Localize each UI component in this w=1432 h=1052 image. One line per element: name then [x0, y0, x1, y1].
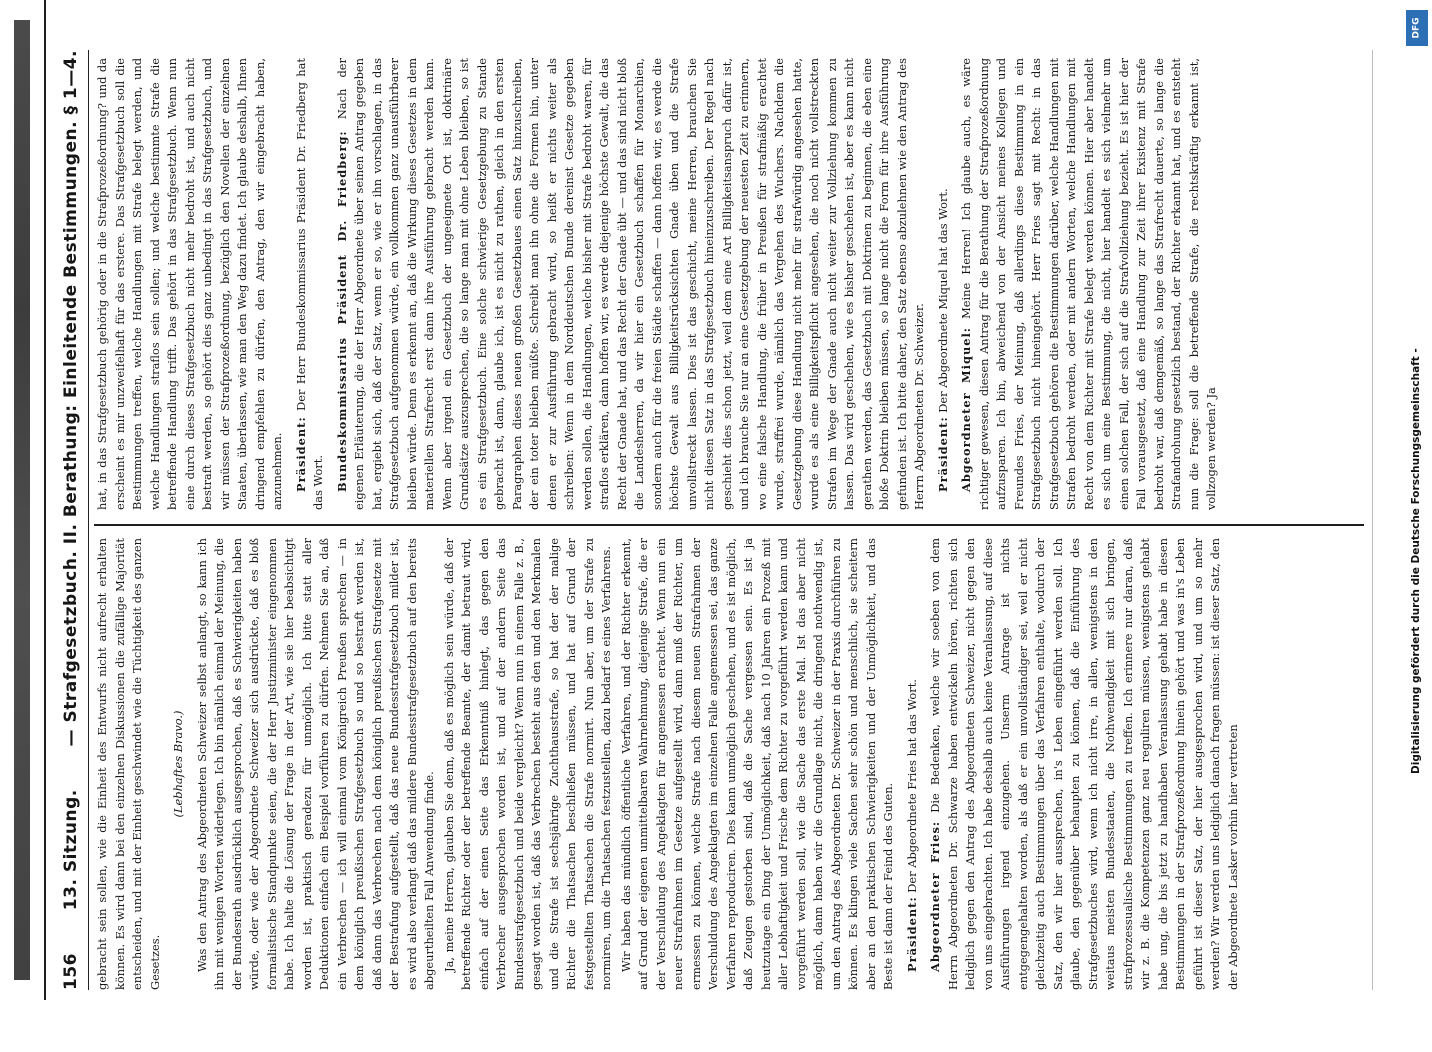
dfg-logo [1406, 10, 1428, 46]
statement-text: Der Abgeordnete Miquel hat das Wort. [935, 188, 950, 413]
dfg-strip [1400, 0, 1432, 1000]
rotated-page-content [54, 50, 1384, 990]
statement-text: Der Herr Bundeskommissarius Präsident Dr. Friedberg hat das Wort. [293, 58, 325, 510]
speech [927, 538, 1242, 990]
speaker-name: Präsident: [935, 416, 950, 492]
speaker-name: Abgeordneter Fries: [928, 820, 942, 972]
paragraph: Ja, meine Herren, glauben Sie denn, daß es möglich sein würde, daß der betreffende Richter oder der betreffende Beamte, der damit betraut wird, einfach auf der einen Seite das Erkenntniß hinlegt, das gegen den Verbrecher ausgesprochen worden ist, und auf der andern Seite das Bundesstrafgesetzbuch und beide vergleicht? Wenn nun in einem Falle z. B., gesagt worden ist, daß das Verbrechen besteht aus den und den Merkmalen und die Strafe ist sechsjährige Zuchthausstrafe, so hat der der malige Richter die Thatsachen beschließen müssen, und hat auf Grund der festgestellten Thatsachen die Strafe normirt. Nun aber, um der Strafe zu normiren, um die Thatsachen festzustellen, dazu bedarf es eines Verfahrens. [441, 538, 613, 990]
page-number: 156 [61, 953, 81, 990]
speaker-name: Präsident: [293, 416, 308, 492]
session-label: 13. Sitzung. [61, 789, 81, 911]
page-title: — Strafgesetzbuch. II. Berathung: Einleitende Bestimmungen. § 1—4. [61, 50, 81, 747]
paragraph: gebracht sein sollen, wie die Einheit des Entwurfs nicht aufrecht erhalten können. Es wird dann bei den einzelnen Diskussionen die zufällige Majorität entscheiden, und mit der Einheit geschwindet wie die Tüchtigkeit des ganzen Gesetzes. [95, 538, 162, 990]
speaker-name: Bundeskommissarius Präsident Dr. Friedberg: [334, 130, 349, 492]
president-statement [293, 58, 328, 510]
paragraph: Was den Antrag des Abgeordneten Schweizer selbst anlangt, so kann ich ihn mit wenigen Worten widerlegen. Ich bin nämlich einmal der Meinung, die der Bundesrath ausdrücklich ausgesprochen, daß es Schwierigkeiten haben würde, oder wie der Abgeordnete Schweizer sich ausdrückte, daß es bloß formalistische Standpunkte seien, die der Herr Justizminister eingenommen habe. Ich halte die Lösung der Frage in der Art, wie sie hier beabsichtigt worden ist, praktisch geradezu für unmöglich. Ich bitte statt aller Deduktionen einfach ein Beispiel vorführen zu dürfen. Nehmen Sie an, daß ein Verbrechen — ich will einmal vom Königreich Preußen sprechen — in dem königlich preußischen Strafgesetzbuch so und so bestraft werden ist, daß dann das Verbrechen nach dem königlich preußischen Strafgesetze mit der Bestrafung aufgestellt, daß das neue Bundesstrafgesetzbuch milder ist, es wird also verlangt daß das mildere Bundesstrafgesetzbuch auf den bereits abgeurtheilten Fall Anwendung finde. [194, 538, 436, 990]
statement-text: Der Abgeordnete Fries hat das Wort. [904, 679, 919, 893]
dfg-logo-text: DFG [1411, 17, 1422, 39]
left-column [94, 538, 1364, 990]
paragraph: hat, in das Strafgesetzbuch gehörig oder in die Strafprozeßordnung? und da erscheint es mir unzweifelhaft für das erstere. Das Strafgesetzbuch soll die Bestimmungen treffen, welche Handlungen mit Strafe belegt werden, und welche Handlungen straflos sein sollen; und welche bestimmte Strafe die betreffende Handlung trifft. Das gehört in das Strafgesetzbuch. Wenn nun eine durch dieses Strafgesetzbuch nicht mehr bedroht ist, und auch nicht bestraft werden, so gehört dies ganz unbedingt in das Strafgesetzbuch, und wir müssen der Strafprozeßordnung, bezüglich den Novellen der einzelnen Staaten, überlassen, wie man den Weg dazu findet. Ich glaube deshalb, Ihnen dringend empfehlen zu dürfen, den Antrag, den wir eingebracht haben, anzunehmen. [95, 58, 284, 510]
scan-shadow [14, 20, 30, 980]
column-divider [94, 525, 1364, 527]
scanned-page [54, 52, 1394, 1052]
scan-left-border [0, 0, 46, 1000]
dfg-credit [1406, 54, 1428, 774]
speech [334, 58, 929, 510]
paragraph: Wir haben das mündlich öffentliche Verfahren, und der Richter erkennt, auf Grund der eigenen unmittelbaren Wahrnehmung, diejenige Strafe, die er der Verschuldung des Angeklagten für angemessen erachtet. Wenn nun ein neuer Strafrahmen im Gesetze aufgestellt wird, dann muß der Richter, um ermessen zu können, welche Strafe nach diesem neuen Strafrahmen der Verschuldung des Angeklagten im einzelnen Falle angemessen sei, das ganze Verfahren reproduciren. Dies kann unmöglich geschehen, und es ist möglich, daß Zeugen gestorben sind, daß die Sache vergessen sein. Es ist ja heutzutage ein Ding der Unmöglichkeit, daß nach 10 Jahren ein Prozeß mit aller Lebhaftigkeit und Frische dem Richter zu vorgeführt werden kann und vorgeführt werden soll, wie die Sache das erste Mal. Ist das aber nicht möglich, dann haben wir die Grundlage nicht, die dringend nothwendig ist, um den Antrag des Abgeordneten Dr. Schweizer in der Praxis durchführen zu können. Es klingen viele Sachen sehr schön und menschlich, sie scheitern aber an den praktischen Schwierigkeiten und der Unmöglichkeit, und das Beste ist dann der Feind des Guten. [618, 538, 895, 990]
page-edge-rule [1372, 50, 1373, 990]
speech-text: Die Bedenken, welche wir soeben von dem Herrn Abgeordneten Dr. Schwarze haben entwickeln hören, richten sich lediglich gegen den Antrag des Abgeordneten Schweizer, nicht gegen den von uns eingebrachten. Ich habe deshalb auch keine Veranlassung, auf diese Ausführungen irgend einzugehen. Unserm Antrage ist nichts entgegengehalten worden, als daß er ein unvollständiger sei, weil er nicht gleichzeitig auch Bestimmungen über das Verfahren enthalte, wodurch der Satz, den wir hier aussprechen, in's Leben eingeführt werden soll. Ich glaube, den gegenüber behaupten zu können, daß die Einführung des Strafgesetzbuches wird, wenn ich nicht irre, in allen, wenigstens in den weitaus meisten Bundesstaaten, die Nothwendigkeit mit sich bringen, strafprozessualische Bestimmungen zu treffen. Ich erinnere nur daran, daß wir z. B. die Kompetenzen ganz neu reguliren müssen, wenigstens gehabt habe ung, die bis jetzt zu handhaben Veranlassung gehabt habe in diesen Bestimmungen in der Strafprozeßordnung hinein gehört und was in's Leben geführt ist dieser Satz, der hier ausgesprochen wird, und um so mehr werden? Wir werden uns lediglich danach fragen müssen: ist dieser Satz, den der Abgeordnete Lasker vorhin hier vertreten [928, 538, 1240, 990]
speaker-name: Abgeordneter Miquel: [959, 326, 973, 492]
president-statement [935, 58, 953, 510]
speech-text: Meine Herren! Ich glaube auch, es wäre richtiger gewesen, diesen Antrag für die Berathung der Strafprozeßordnung aufzusparen. Ich bin, abweichend von der Ansicht meines Kollegen und Freundes Fries, der Meinung, daß allerdings diese Bestimmung in ein Strafgesetzbuch nicht hineingehört. Herr Fries sagt mit Recht: in das Strafgesetzbuch gehören die Bestimmungen darüber, welche Handlungen mit Strafen bedroht werden, oder mit andern Worten, welche Handlungen mit Recht von dem Richter mit Strafe belegt werden können. Hier aber handelt es sich um eine Bestimmung, die nicht, hier handelt es sich vielmehr um einen solchen Fall, der sich auf die Strafvollziehung bezieht. Es ist hier der Fall vorausgesetzt, daß eine Handlung zur Zeit ihrer Existenz mit Strafe bedroht war, daß demgemäß, so lange das Strafrecht dauerte, so lange die Strafandrohung gesetzlich bestand, der Richter erkannt hat, und es entsteht nun die Frage: soll die betreffende Strafe, die rechtskräftig erkannt ist, vollzogen werden? Ja [959, 58, 1218, 510]
speaker-name: Präsident: [904, 896, 919, 972]
applause-note: (Lebhaftes Bravo.) [171, 710, 185, 818]
speech-text: Nach der eigenen Erläuterung, die der Herr Abgeordnete über seinen Antrag gegeben hat, ergiebt sich, daß der Satz, wenn er so, wie er ihn vorschlagen, in das Strafgesetzbuch aufgenommen würde, ein vollkommen ganz unausführbarer bleiben würde. Denn es erkennt an, daß die Wirkung dieses Gesetzes in dem materiellen Strafrecht erst dann ihre Ausführung gebracht werden kann. Wenn aber irgend ein Gesetzbuch der ungeeignete Ort ist, doktrinäre Grundsätze auszusprechen, die so lange man mit ohne Leben bleiben, so ist es ein Strafgesetzbuch. Eine solche schwierige Gesetzgebung zu Stande gebracht ist, dann, glaube ich, ist es nicht zu rathen, gleich in den ersten Paragraphen dieses neuen großen Gesetzbaues einen Satz hinzuschreiben, der ein toter bleiben müßte. Schreibt man ihn ohne die Formen hin, unter denen er zur Ausführung gebracht wird, so heißt er nichts weiter als schreiben: Wenn in dem Norddeutschen Bunde dereinst Gesetze gegeben werden sollen, die Handlungen, welche bisher mit Strafe bedroht waren, für straflos erklären, dann hoffen wir, es werde diejenige höchste Gewalt, die das Recht der Gnade hat, und das Recht der Gnade übt — und das sind nicht bloß die Landesherren, da wir hier ein Gesetzbuch schaffen für Monarchien, sondern auch für die freien Städte schaffen — dann hoffen wir, es werde die höchste Gewalt aus Billigkeitsrücksichten Gnade üben und die Strafe unvollstreckt lassen. Dies ist das geschicht, meine Herren, brauchen Sie nicht diesen Satz in das Strafgesetzbuch hineinzuschreiben. Der Regel nach geschieht dies schon jetzt, weil dem eine Art Billigkeitsanspruch dafür ist, und ich brauche Sie nur an eine Gesetzgebung der neuesten Zeit zu erinnern, wo eine falsche Handlung, die früher in Preußen für strafmäßig erachtet wurde, straffrei wurde, nämlich das Vergehen des Wuchers. Nachdem die Gesetzgebung diese Handlung nicht mehr für strafwürdig angesehen hatte, wurde es als eine Billigkeitspflicht angesehen, die noch nicht vollstreckten Strafen im Wege der Gnade auch nicht weiter zur Vollziehung kommen zu lassen. Das wird geschehen, wie es bisher geschehen ist, aber es kann nicht gerathen werden, das Gesetzbuch mit Doktrinen zu beginnen, die eben eine bloße Doktrin bleiben müssen, so lange nicht die Form für ihre Ausführung gefunden ist. Ich bitte daher, den Satz ebenso abzulehnen wie den Antrag des Herrn Abgeordneten Dr. Schweizer. [334, 58, 926, 510]
running-head [54, 50, 89, 990]
president-statement [904, 538, 922, 990]
speech [958, 58, 1221, 510]
right-column [94, 58, 1364, 510]
dfg-credit-text: Digitalisierung gefördert durch die Deutsche Forschungsgemeinschaft - [1410, 348, 1422, 774]
